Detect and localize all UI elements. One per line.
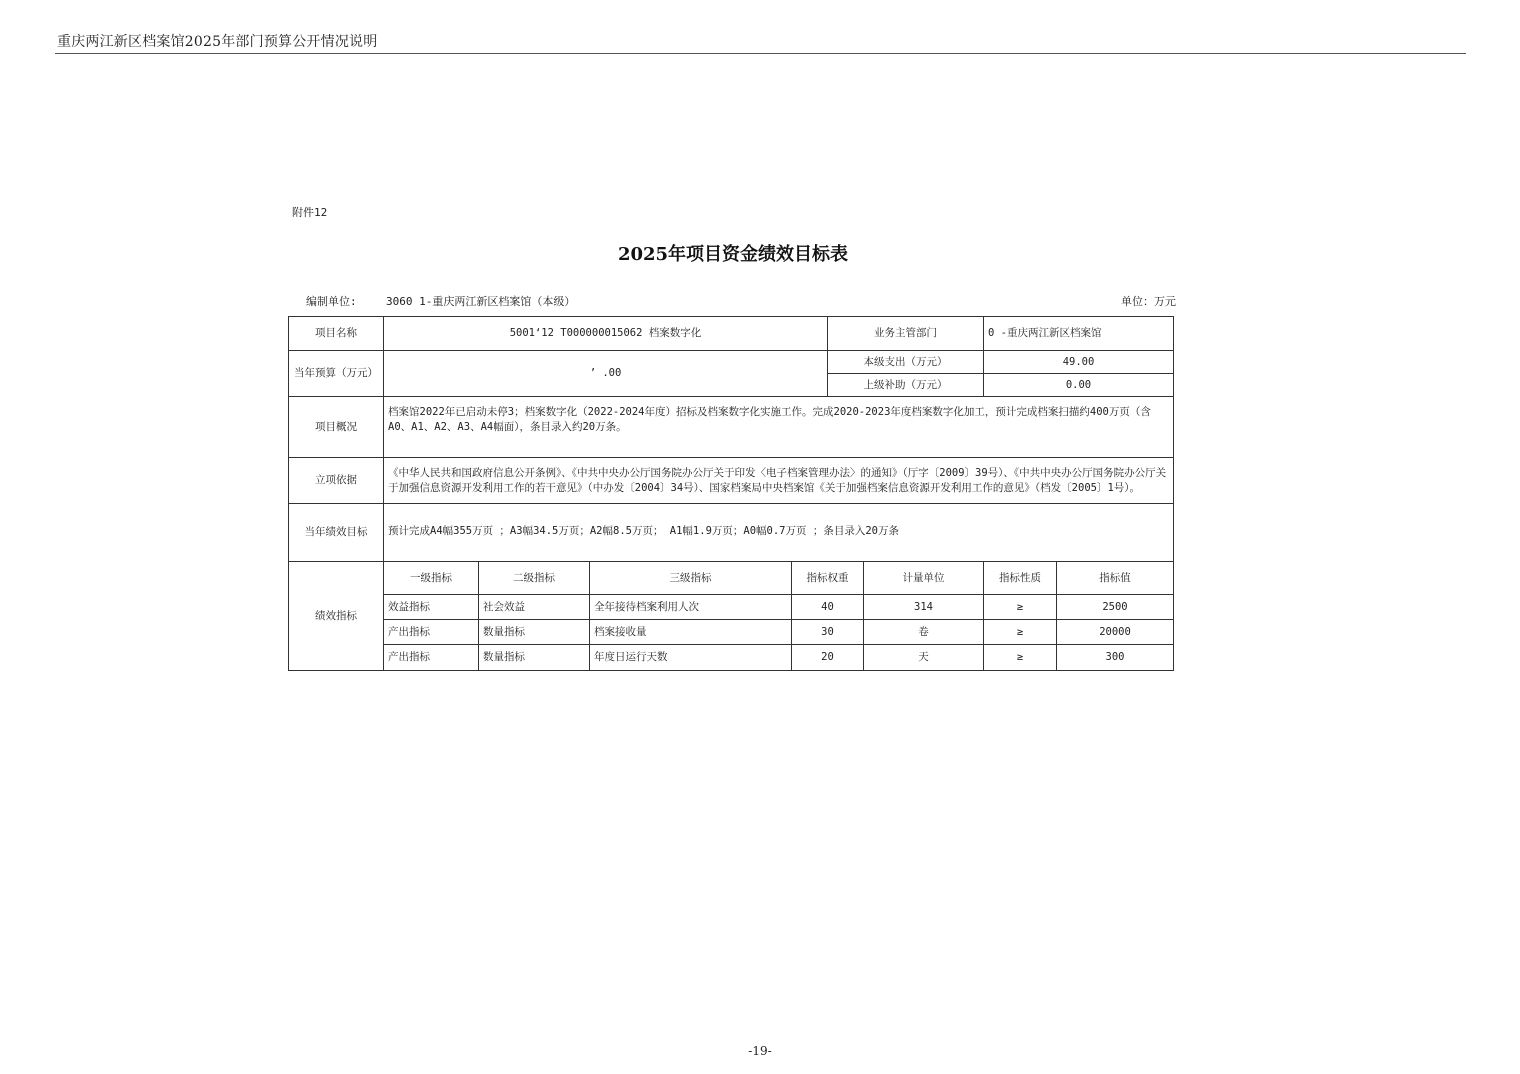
row-level3: 全年接待档案利用人次 <box>590 595 792 620</box>
row-unit: 314 <box>864 595 984 620</box>
overview-value: 档案馆2022年已启动未停3；档案数字化（2022-2024年度）招标及档案数字化实施工作。完成2020-2023年度档案数字化加工，预计完成档案扫描约400万页（含A0、A1、A2、A3、A4幅面），条目录入约20万条。 <box>384 397 1174 458</box>
header-level2: 二级指标 <box>479 562 590 595</box>
row-value: 300 <box>1057 645 1174 671</box>
budget-row <box>289 351 1174 374</box>
local-expense-value: 49.00 <box>984 351 1174 374</box>
header-unit: 计量单位 <box>864 562 984 595</box>
header-nature: 指标性质 <box>984 562 1057 595</box>
row-level1: 产出指标 <box>384 645 479 671</box>
row-value: 2500 <box>1057 595 1174 620</box>
row-level2: 数量指标 <box>479 620 590 645</box>
row-level2: 数量指标 <box>479 645 590 671</box>
row-level1: 产出指标 <box>384 620 479 645</box>
performance-table <box>288 316 1174 671</box>
table-row <box>289 595 1174 620</box>
row-weight: 30 <box>792 620 864 645</box>
row-nature: ≥ <box>984 620 1057 645</box>
table-row <box>289 645 1174 671</box>
document-title: 2025年项目资金绩效目标表 <box>617 244 849 265</box>
dept-value: 0 -重庆两江新区档案馆 <box>984 317 1174 351</box>
dept-label: 业务主管部门 <box>828 317 984 351</box>
subsidy-label: 上级补助（万元） <box>828 374 984 397</box>
overview-row <box>289 397 1174 458</box>
project-name-row <box>289 317 1174 351</box>
project-name-value: 5001‘12 T000000015062 档案数字化 <box>384 317 828 351</box>
attachment-label: 附件12 <box>292 206 328 219</box>
row-nature: ≥ <box>984 645 1057 671</box>
target-label: 当年绩效目标 <box>289 504 384 562</box>
row-weight: 20 <box>792 645 864 671</box>
org-label: 编制单位: <box>306 295 357 308</box>
subsidy-value: 0.00 <box>984 374 1174 397</box>
target-value: 预计完成A4幅355万页 ；A3幅34.5万页；A2幅8.5万页； A1幅1.9万页；A0幅0.7万页 ；条目录入20万条 <box>384 504 1174 562</box>
row-unit: 天 <box>864 645 984 671</box>
basis-row <box>289 458 1174 504</box>
row-nature: ≥ <box>984 595 1057 620</box>
project-name-label: 项目名称 <box>289 317 384 351</box>
page-number: -19- <box>748 1044 772 1058</box>
local-expense-label: 本级支出（万元） <box>828 351 984 374</box>
basis-label: 立项依据 <box>289 458 384 504</box>
running-header-title: 重庆两江新区档案馆2025年部门预算公开情况说明 <box>57 34 378 50</box>
budget-value: ’ .00 <box>384 351 828 397</box>
header-weight: 指标权重 <box>792 562 864 595</box>
target-row <box>289 504 1174 562</box>
indicators-label: 绩效指标 <box>289 562 384 671</box>
row-level3: 档案接收量 <box>590 620 792 645</box>
indicator-header-row <box>289 562 1174 595</box>
header-level3: 三级指标 <box>590 562 792 595</box>
row-value: 20000 <box>1057 620 1174 645</box>
basis-value: 《中华人民共和国政府信息公开条例》、《中共中央办公厅国务院办公厅关于印发〈电子档案管理办法〉的通知》（厅字〔2009〕39号）、《中共中央办公厅国务院办公厅关于加强信息资源开发利用工作的若干意见》（中办发〔2004〕34号）、国家档案局中央档案馆《关于加强档案信息资源开发利用工作的意见》（档发〔2005〕1号）。 <box>384 458 1174 504</box>
overview-label: 项目概况 <box>289 397 384 458</box>
table-row <box>289 620 1174 645</box>
row-level2: 社会效益 <box>479 595 590 620</box>
row-level1: 效益指标 <box>384 595 479 620</box>
header-divider <box>55 53 1466 54</box>
row-unit: 卷 <box>864 620 984 645</box>
row-weight: 40 <box>792 595 864 620</box>
unit-label: 单位：万元 <box>1121 295 1176 308</box>
header-level1: 一级指标 <box>384 562 479 595</box>
header-value: 指标值 <box>1057 562 1174 595</box>
row-level3: 年度日运行天数 <box>590 645 792 671</box>
org-value: 3060 1-重庆两江新区档案馆（本级） <box>386 295 576 308</box>
budget-label: 当年预算（万元） <box>289 351 384 397</box>
